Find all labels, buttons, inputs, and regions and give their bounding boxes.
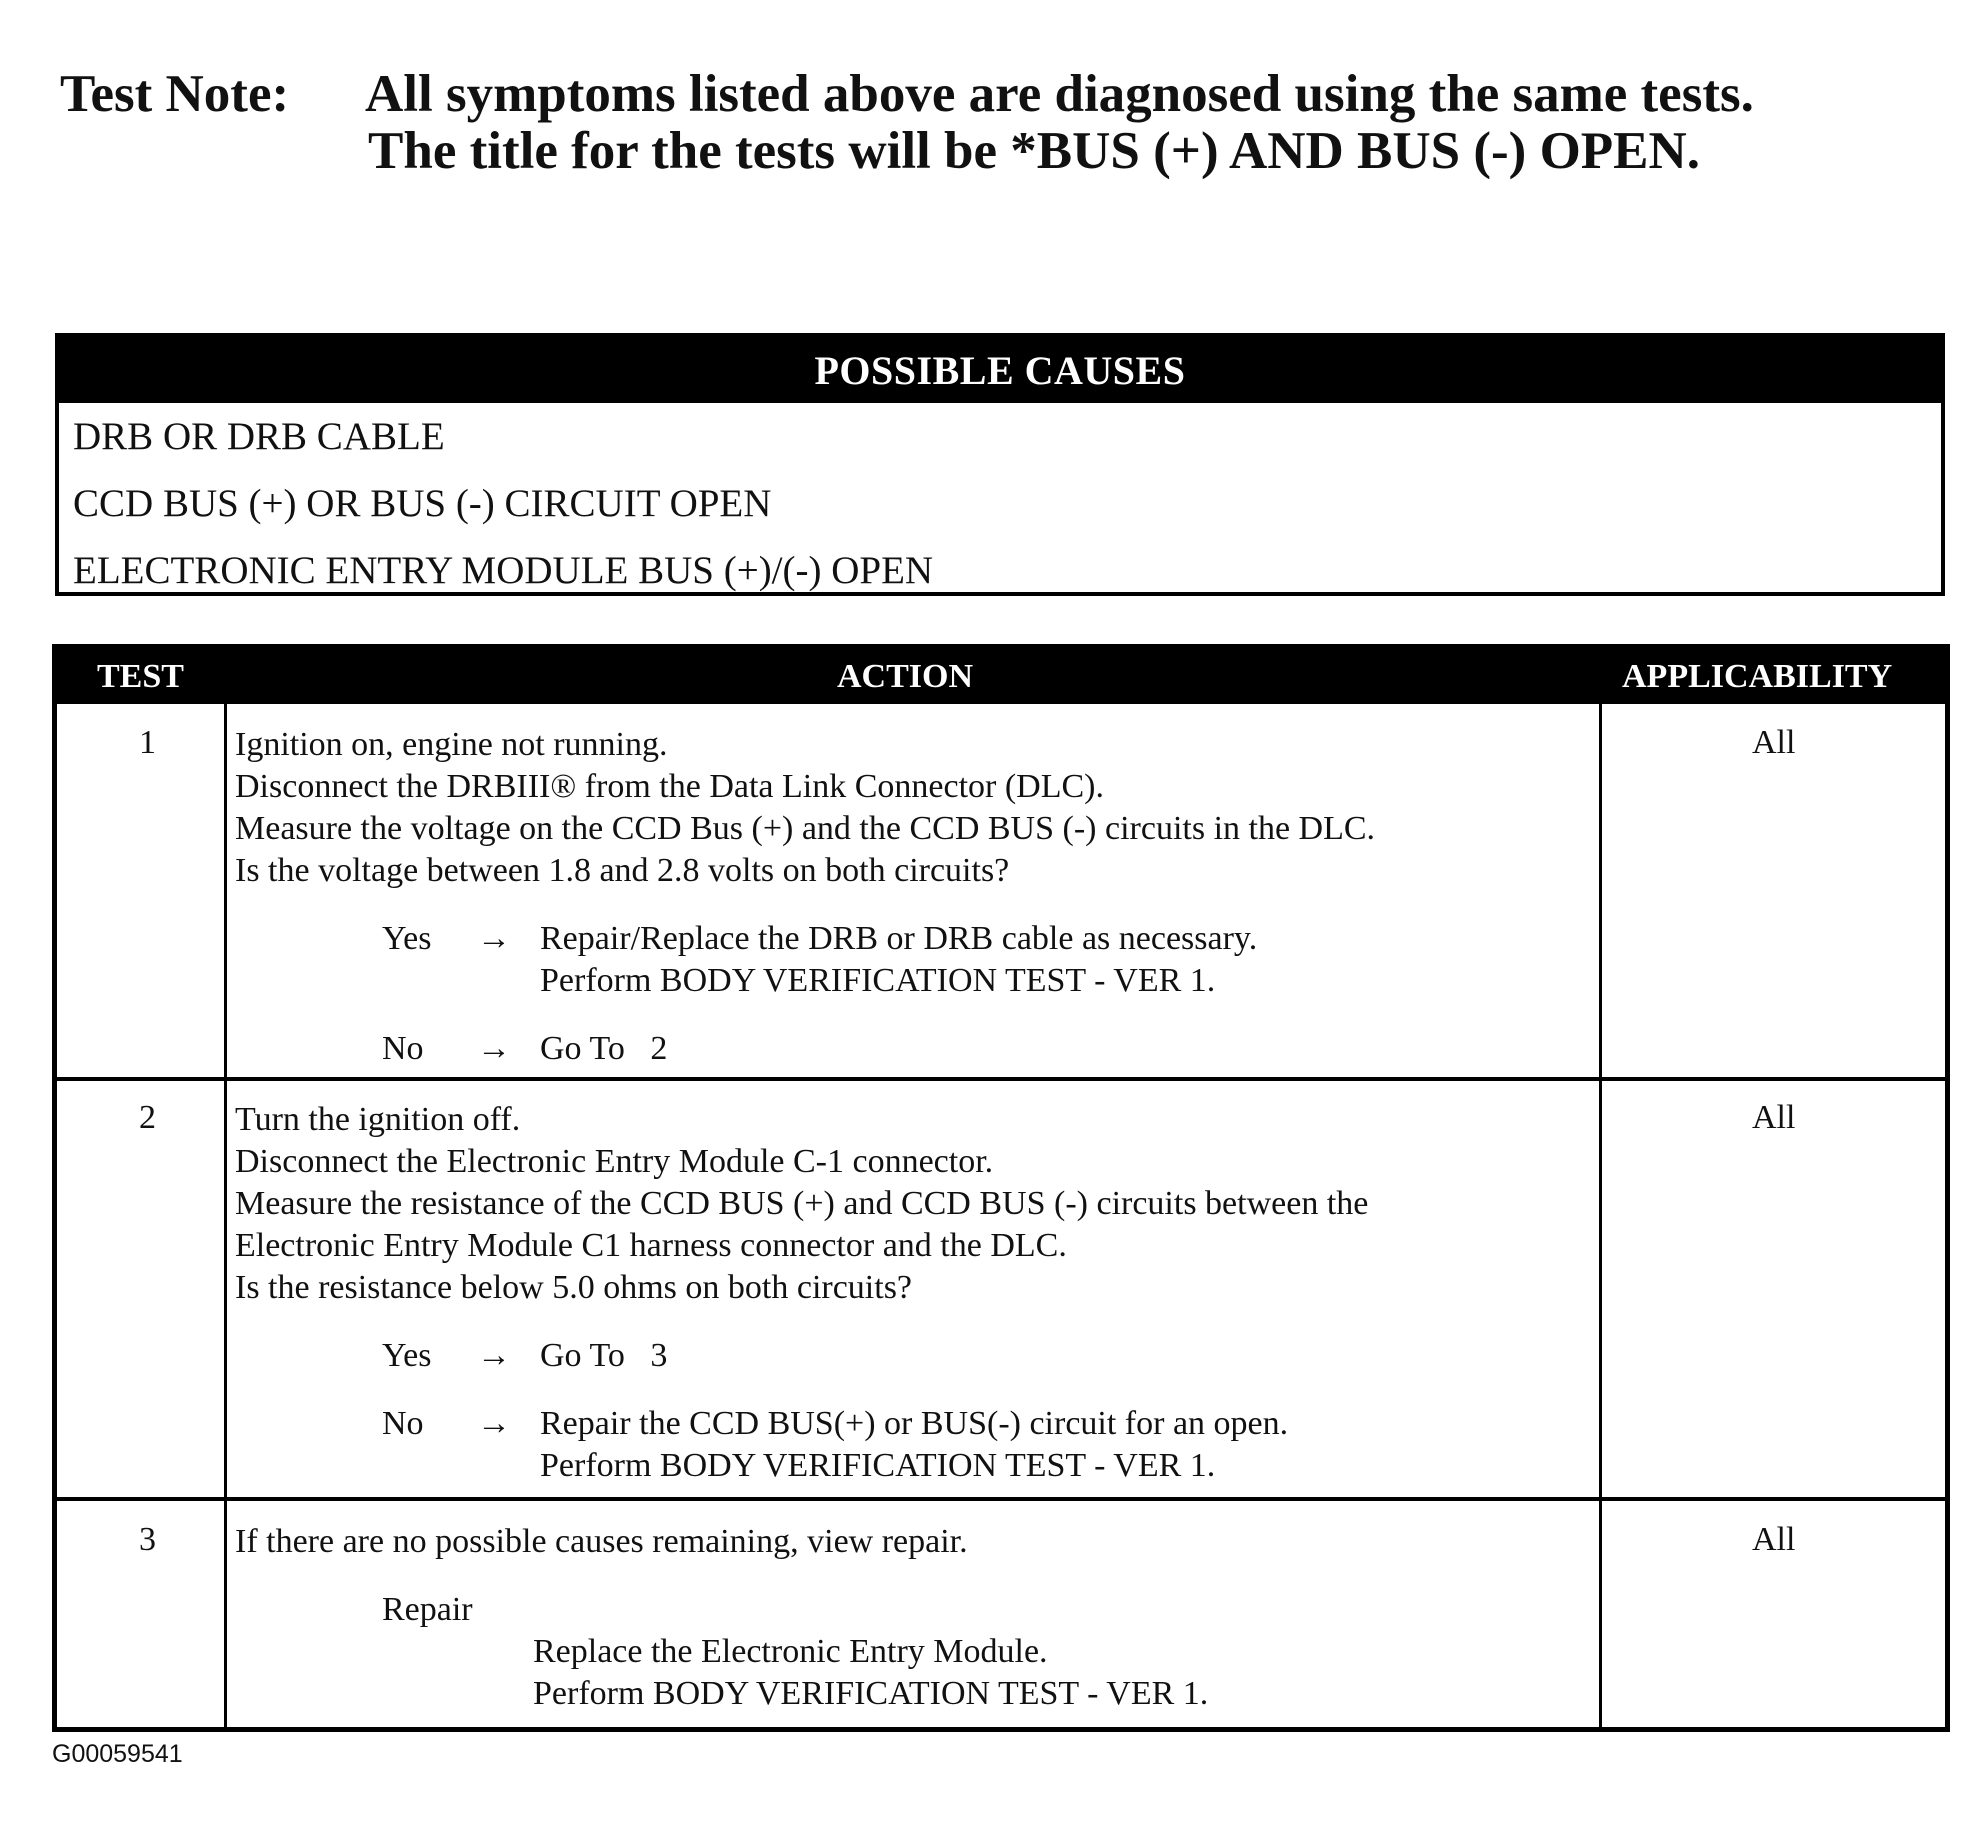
response-line: Perform BODY VERIFICATION TEST - VER 1. — [540, 1447, 1216, 1484]
action-line: Measure the resistance of the CCD BUS (+) and CCD BUS (-) circuits between the — [235, 1185, 1369, 1222]
action-line: Is the voltage between 1.8 and 2.8 volts on both circuits? — [235, 852, 1010, 889]
action-line: If there are no possible causes remaining, view repair. — [235, 1523, 968, 1560]
no-response — [235, 1403, 1595, 1487]
action-line: Disconnect the DRBIII® from the Data Link Connector (DLC). — [235, 768, 1104, 805]
column-divider — [224, 704, 227, 1727]
cause-item: CCD BUS (+) OR BUS (-) CIRCUIT OPEN — [73, 482, 772, 525]
column-divider — [1599, 704, 1602, 1727]
yes-label: Yes — [382, 920, 432, 957]
action-line: Electronic Entry Module C1 harness connector and the DLC. — [235, 1227, 1067, 1264]
possible-causes-box — [55, 333, 1945, 596]
repair-line: Perform BODY VERIFICATION TEST - VER 1. — [533, 1675, 1209, 1712]
action-line: Disconnect the Electronic Entry Module C-1 connector. — [235, 1143, 994, 1180]
test-note-line-1: All symptoms listed above are diagnosed using the same tests. — [365, 65, 1754, 123]
yes-response — [235, 918, 1595, 1002]
no-label: No — [382, 1405, 424, 1442]
applicability-value: All — [1752, 1099, 1796, 1136]
arrow-right-icon: → — [477, 1405, 511, 1442]
repair-label: Repair — [382, 1591, 473, 1628]
response-text — [540, 1403, 1288, 1487]
response-line: Go To 2 — [540, 1030, 668, 1067]
test-number: 1 — [139, 724, 156, 761]
header-applicability: APPLICABILITY — [1622, 658, 1893, 695]
action-line: Turn the ignition off. — [235, 1101, 521, 1138]
repair-line: Replace the Electronic Entry Module. — [533, 1633, 1048, 1670]
action-cell — [235, 724, 1595, 1070]
table-header-row — [57, 649, 1945, 704]
test-number: 2 — [139, 1099, 156, 1136]
arrow-right-icon: → — [477, 920, 511, 957]
action-line: Is the resistance below 5.0 ohms on both circuits? — [235, 1269, 913, 1306]
no-label: No — [382, 1030, 424, 1067]
action-cell — [235, 1099, 1595, 1487]
arrow-right-icon: → — [477, 1337, 511, 1374]
test-note-line-2: The title for the tests will be *BUS (+) AND BUS (-) OPEN. — [368, 122, 1701, 180]
arrow-right-icon: → — [477, 1030, 511, 1067]
response-line: Repair the CCD BUS(+) or BUS(-) circuit for an open. — [540, 1405, 1289, 1442]
response-line: Perform BODY VERIFICATION TEST - VER 1. — [540, 962, 1216, 999]
test-action-table — [52, 644, 1950, 1732]
action-line: Measure the voltage on the CCD Bus (+) and the CCD BUS (-) circuits in the DLC. — [235, 810, 1376, 847]
row-divider — [57, 1497, 1945, 1501]
cause-item: DRB OR DRB CABLE — [73, 415, 445, 458]
test-note-label: Test Note: — [60, 65, 290, 123]
applicability-value: All — [1752, 724, 1796, 761]
applicability-value: All — [1752, 1521, 1796, 1558]
cause-item: ELECTRONIC ENTRY MODULE BUS (+)/(-) OPEN — [73, 549, 934, 592]
action-line: Ignition on, engine not running. — [235, 726, 668, 763]
header-action: ACTION — [837, 658, 974, 695]
yes-response — [235, 1335, 1595, 1377]
response-line: Repair/Replace the DRB or DRB cable as necessary. — [540, 920, 1258, 957]
figure-code: G00059541 — [52, 1740, 183, 1768]
response-line: Go To 3 — [540, 1337, 668, 1374]
possible-causes-header: POSSIBLE CAUSES — [59, 337, 1941, 403]
row-divider — [57, 1077, 1945, 1081]
possible-causes-list — [59, 403, 1941, 604]
header-test: TEST — [97, 658, 184, 695]
action-cell — [235, 1521, 1595, 1715]
yes-label: Yes — [382, 1337, 432, 1374]
no-response — [235, 1028, 1595, 1070]
test-number: 3 — [139, 1521, 156, 1558]
response-text — [540, 918, 1257, 1002]
